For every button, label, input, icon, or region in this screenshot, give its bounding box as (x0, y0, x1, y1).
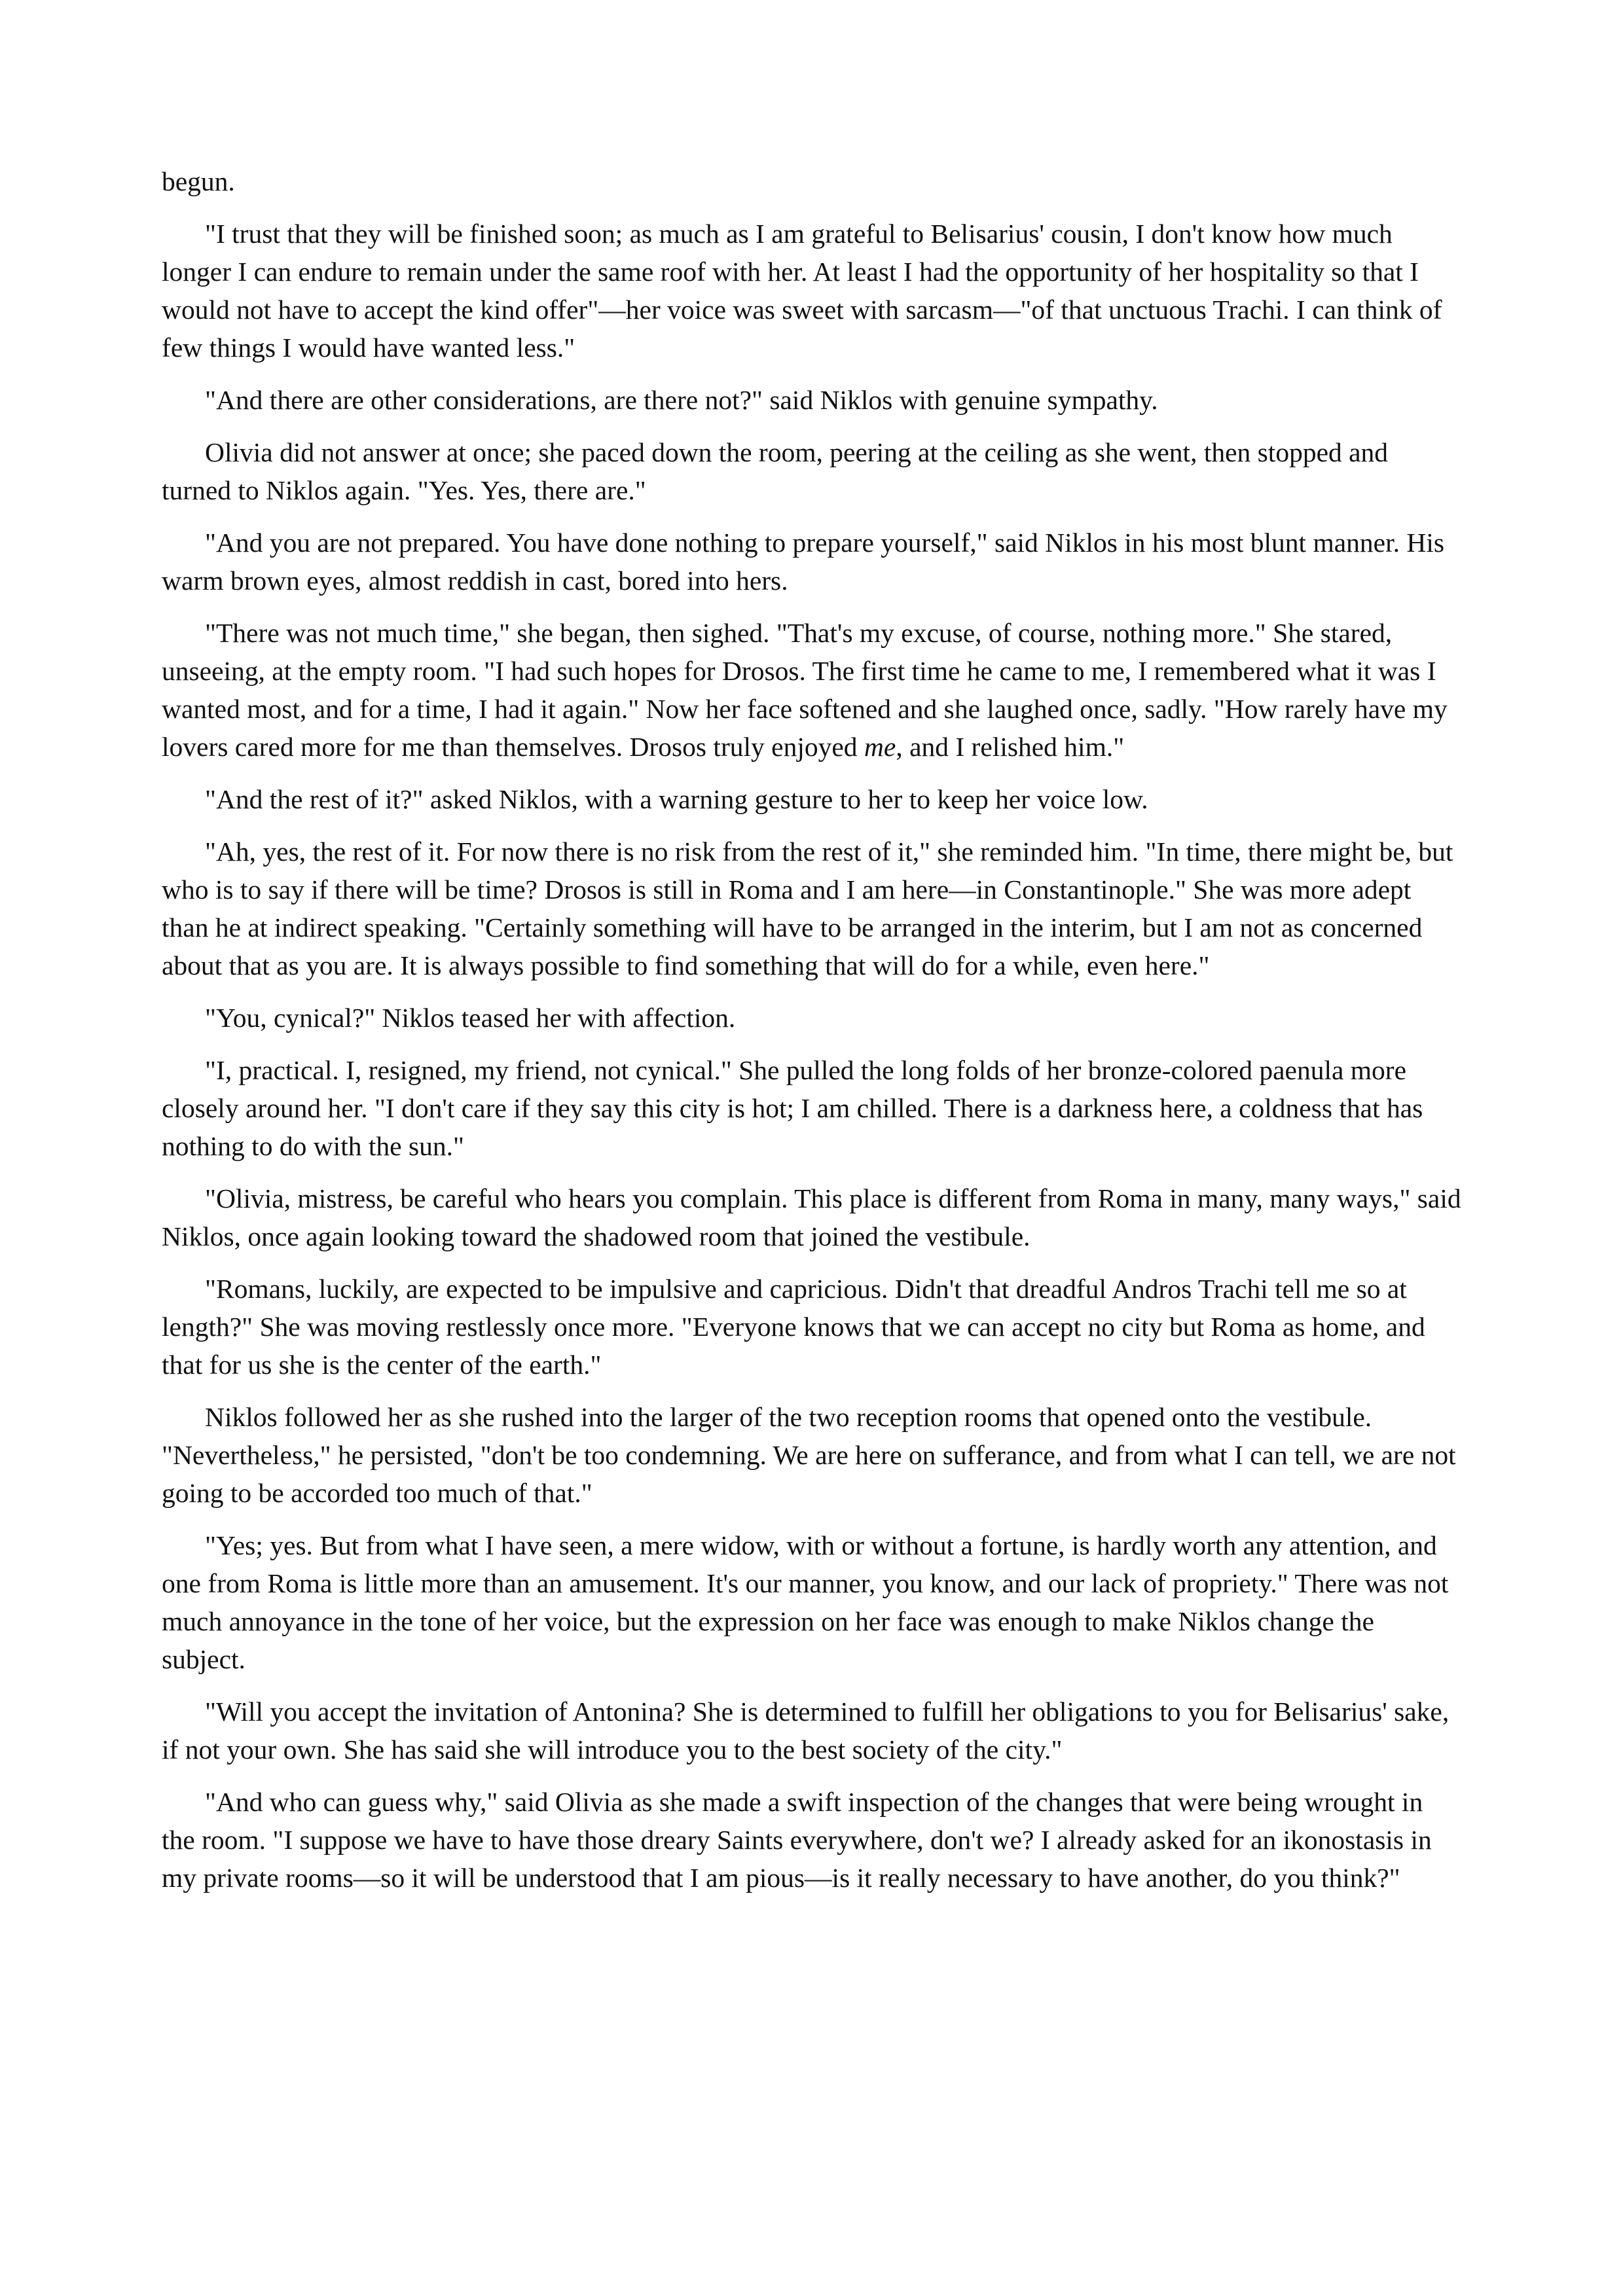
paragraph-1: begun. (162, 166, 235, 196)
body-text (162, 162, 1461, 1911)
paragraph-16: "And who can guess why," said Olivia as she made a swift inspection of the changes that were being wrought in the room. "I suppose we have to have those dreary Saints everywhere, don't we? I already asked for an ikonostasis in my private rooms—so it will be understood that I am pious—is it really necessary to have another, do you think?" (162, 1787, 1432, 1893)
paragraph-13: Niklos followed her as she rushed into the larger of the two reception rooms that opened onto the vestibule. "Nevertheless," he persisted, "don't be too condemning. We are here on sufferance, and from what I can tell, we are not going to be accorded too much of that." (162, 1402, 1456, 1508)
paragraph-10: "I, practical. I, resigned, my friend, not cynical." She pulled the long folds of her bronze-colored paenula more closely around her. "I don't care if they say this city is hot; I am chilled. There is a darkness here, a coldness that has nothing to do with the sun." (162, 1055, 1423, 1161)
paragraph-8: "Ah, yes, the rest of it. For now there is no risk from the rest of it," she reminded him. "In time, there might be, but who is to say if there will be time? Drosos is still in Roma and I am here—in Constantinople." She was more adept than he at indirect speaking. "Certainly something will have to be arranged in the interim, but I am not as concerned about that as you are. It is always possible to find something that will do for a while, even here." (162, 836, 1453, 980)
paragraph-7: "And the rest of it?" asked Niklos, with a warning gesture to her to keep her voice low. (205, 784, 1148, 814)
paragraph-11: "Olivia, mistress, be careful who hears you complain. This place is different from Roma in many, many ways," said Niklos, once again looking toward the shadowed room that joined the vestibule. (162, 1183, 1461, 1251)
paragraph-12: "Romans, luckily, are expected to be impulsive and capricious. Didn't that dreadful Andros Trachi tell me so at length?" She was moving restlessly once more. "Everyone knows that we can accept no city but Roma as home, and that for us she is the center of the earth." (162, 1274, 1425, 1380)
paragraph-4: Olivia did not answer at once; she paced down the room, peering at the ceiling as she went, then stopped and turned to Niklos again. "Yes. Yes, there are." (162, 437, 1389, 505)
paragraph-14: "Yes; yes. But from what I have seen, a mere widow, with or without a fortune, is hardly worth any attention, and one from Roma is little more than an amusement. It's our manner, you know, and our lack of propriety." There was not much annoyance in the tone of her voice, but the expression on her face was enough to make Niklos change the subject. (162, 1530, 1449, 1674)
paragraph-5: "And you are not prepared. You have done nothing to prepare yourself," said Niklos in his most blunt manner. His warm brown eyes, almost reddish in cast, bored into hers. (162, 528, 1445, 596)
paragraph-15: "Will you accept the invitation of Antonina? She is determined to fulfill her obligations to you for Belisarius' sake, if not your own. She has said she will introduce you to the best society of the city." (162, 1696, 1450, 1765)
paragraph-2: "I trust that they will be finished soon; as much as I am grateful to Belisarius' cousin, I don't know how much longer I can endure to remain under the same roof with her. At least I had the opportunity of her hospitality so that I would not have to accept the kind offer"—her voice was sweet with sarcasm—"of that unctuous Trachi. I can think of few things I would have wanted less." (162, 219, 1442, 363)
paragraph-9: "You, cynical?" Niklos teased her with affection. (205, 1003, 736, 1033)
paragraph-3: "And there are other considerations, are there not?" said Niklos with genuine sympathy. (205, 385, 1158, 415)
paragraph-6-text-end: , and I relished him." (896, 732, 1125, 762)
paragraph-6 (162, 614, 1461, 766)
paragraph-6-text: "There was not much time," she began, then sighed. "That's my excuse, of course, nothing more." She stared, unseeing, at the empty room. "I had such hopes for Drosos. The first time he came to me, I remembered what it was I wanted most, and for a time, I had it again." Now her face softened and she laughed once, sadly. "How rarely have my lovers cared more for me than themselves. Drosos truly enjoyed (162, 618, 1448, 762)
paragraph-6-emphasis: me (864, 732, 896, 762)
